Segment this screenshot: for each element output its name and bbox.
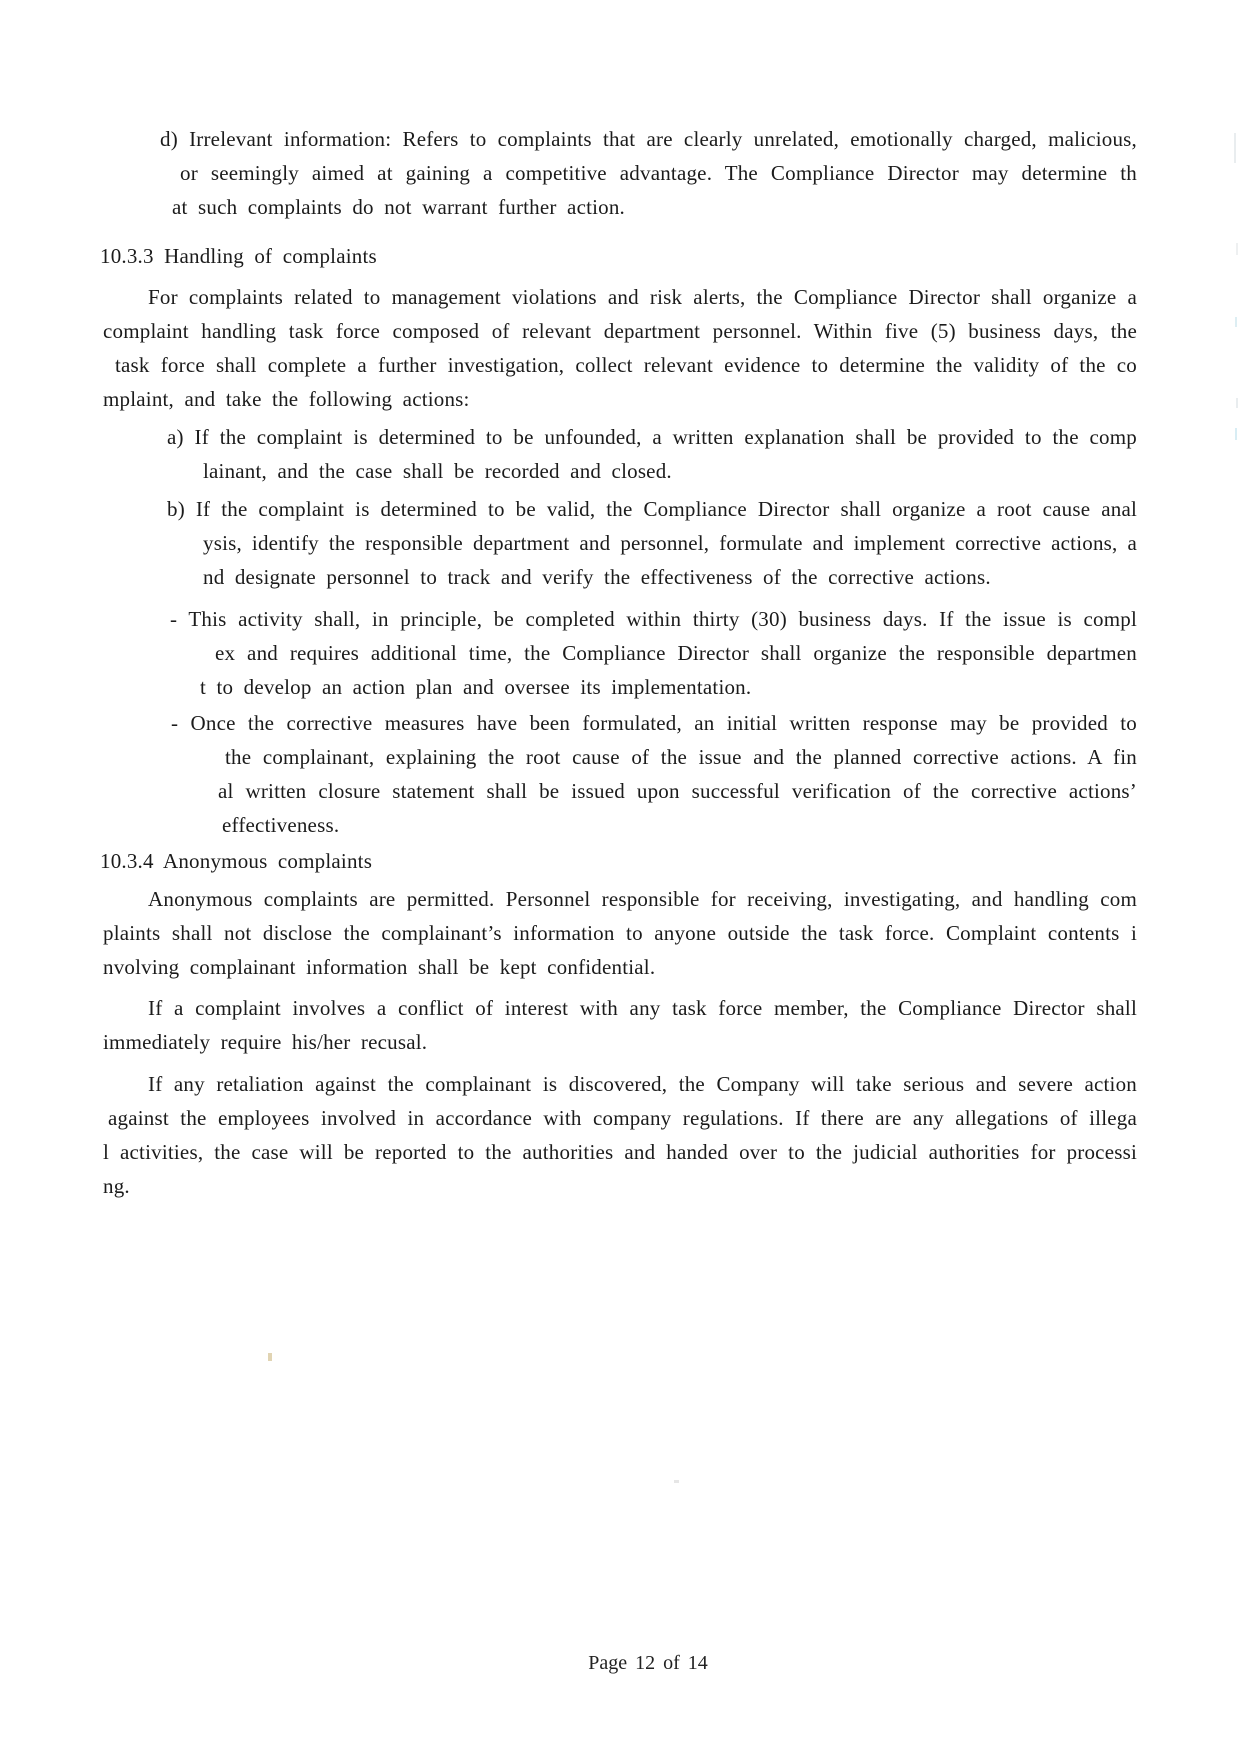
text-line: the complainant, explaining the root cause of the issue and the planned corrective actions. A fin <box>225 745 1137 769</box>
scan-artifact <box>268 1353 272 1361</box>
text-line: 10.3.4 Anonymous complaints <box>100 849 373 873</box>
dash-item <box>93 602 1137 704</box>
text-line: a) If the complaint is determined to be unfounded, a written explanation shall be provided to the comp <box>167 425 1137 449</box>
text-line: - This activity shall, in principle, be completed within thirty (30) business days. If the issue is compl <box>170 607 1137 631</box>
text-line: For complaints related to management violations and risk alerts, the Compliance Director shall organize a <box>148 285 1137 309</box>
section-heading <box>93 239 1137 273</box>
scan-artifact <box>1236 243 1238 255</box>
paragraph <box>93 882 1137 984</box>
list-item <box>93 420 1137 488</box>
dash-item <box>93 706 1137 842</box>
text-line: at such complaints do not warrant further action. <box>172 195 626 219</box>
text-line: t to develop an action plan and oversee its implementation. <box>200 675 752 699</box>
scan-artifact <box>1235 317 1237 327</box>
text-line: task force shall complete a further investigation, collect relevant evidence to determine the validity of the co <box>115 353 1137 377</box>
paragraph <box>93 280 1137 416</box>
paragraph <box>93 1067 1137 1203</box>
text-line: nvolving complainant information shall be kept confidential. <box>103 955 656 979</box>
text-line: plaints shall not disclose the complainant’s information to anyone outside the task force. Complaint contents i <box>103 921 1137 945</box>
paragraph <box>93 991 1137 1059</box>
text-line: - Once the corrective measures have been formulated, an initial written response may be provided to <box>171 711 1137 735</box>
text-line: lainant, and the case shall be recorded and closed. <box>203 459 672 483</box>
text-line: al written closure statement shall be issued upon successful verification of the corrective actions’ <box>218 779 1137 803</box>
list-item <box>93 122 1137 224</box>
text-line: ng. <box>103 1174 130 1198</box>
list-item <box>93 492 1137 594</box>
page-number: Page 12 of 14 <box>588 1652 708 1674</box>
text-line: 10.3.3 Handling of complaints <box>100 244 377 268</box>
page-footer <box>0 1652 1240 1675</box>
scan-artifact <box>674 1480 679 1483</box>
text-line: against the employees involved in accordance with company regulations. If there are any allegations of illega <box>108 1106 1137 1130</box>
text-line: d) Irrelevant information: Refers to complaints that are clearly unrelated, emotionally charged, malicious, <box>160 127 1137 151</box>
document-content <box>93 122 1137 1203</box>
text-line: If any retaliation against the complainant is discovered, the Company will take serious and severe action <box>148 1072 1137 1096</box>
text-line: immediately require his/her recusal. <box>103 1030 428 1054</box>
text-line: Anonymous complaints are permitted. Personnel responsible for receiving, investigating, and handling com <box>148 887 1137 911</box>
text-line: complaint handling task force composed of relevant department personnel. Within five (5) business days, the <box>103 319 1137 343</box>
scan-artifact <box>1236 398 1238 408</box>
text-line: ex and requires additional time, the Compliance Director shall organize the responsible departmen <box>215 641 1137 665</box>
scan-artifact <box>1235 428 1237 440</box>
text-line: nd designate personnel to track and verify the effectiveness of the corrective actions. <box>203 565 991 589</box>
text-line: If a complaint involves a conflict of interest with any task force member, the Compliance Director shall <box>148 996 1137 1020</box>
section-heading <box>93 844 1137 878</box>
text-line: effectiveness. <box>222 813 340 837</box>
text-line: l activities, the case will be reported to the authorities and handed over to the judicial authorities for processi <box>103 1140 1137 1164</box>
text-line: or seemingly aimed at gaining a competitive advantage. The Compliance Director may determine th <box>180 161 1137 185</box>
scan-artifact <box>1234 133 1236 163</box>
text-line: ysis, identify the responsible department and personnel, formulate and implement corrective actions, a <box>203 531 1137 555</box>
text-line: b) If the complaint is determined to be valid, the Compliance Director shall organize a root cause anal <box>167 497 1137 521</box>
text-line: mplaint, and take the following actions: <box>103 387 470 411</box>
